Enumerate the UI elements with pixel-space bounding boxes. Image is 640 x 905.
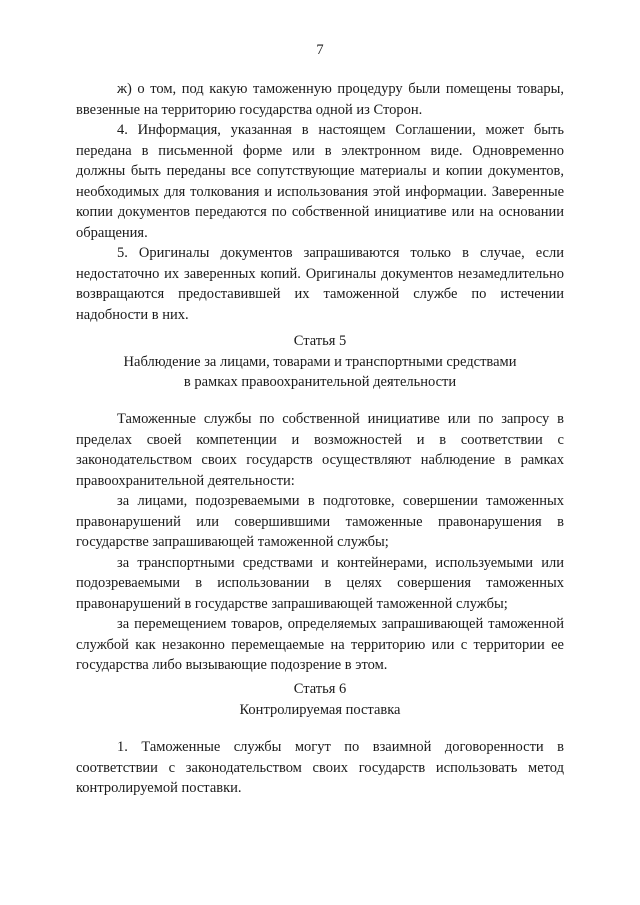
article5-title-line2: в рамках правоохранительной деятельности: [183, 374, 457, 390]
article5-paragraph-persons: за лицами, подозреваемыми в подготовке, совершении таможенных правонарушений или совершившими таможенные правонарушения в государстве запрашивающей таможенной службы;: [76, 493, 564, 550]
article5-body: [76, 409, 564, 676]
paragraph-5: 5. Оригиналы документов запрашиваются только в случае, если недостаточно их заверенных копий. Оригиналы документов незамедлительно возвращаются предоставившей их таможенной службе по истечении надобности в них.: [76, 245, 564, 323]
paragraph-4: 4. Информация, указанная в настоящем Соглашении, может быть передана в письменной форме или в электронном виде. Одновременно должны быть переданы все сопутствующие материалы и копии документов, необходимых для толкования и использования этой информации. Заверенные копии документов передаются по собственной инициативе или на основании обращения.: [76, 122, 564, 241]
article5-paragraph-intro: Таможенные службы по собственной инициативе или по запросу в пределах своей компетенции и возможностей и в соответствии с законодательством своих государств осуществляют наблюдение в рамках правоохранительной деятельности:: [76, 411, 564, 489]
article5-heading: [76, 331, 564, 393]
article6-title: Контролируемая поставка: [239, 701, 401, 718]
article6-body: [76, 737, 564, 799]
article5-title-line1: Наблюдение за лицами, товарами и транспортными средствами: [123, 353, 517, 370]
paragraphs-top-block: [76, 79, 564, 325]
page-number: 7: [316, 42, 324, 58]
article5-paragraph-vehicles: за транспортными средствами и контейнерами, используемыми или подозреваемыми в использовании в целях совершения таможенных правонарушений в государстве запрашивающей таможенной службы;: [76, 554, 564, 612]
article6-paragraph-1: 1. Таможенные службы могут по взаимной договоренности в соответствии с законодательством своих государств использовать метод контролируемой поставки.: [76, 739, 564, 796]
article6-number: Статья 6: [293, 681, 347, 697]
article5-number: Статья 5: [293, 333, 347, 349]
article6-heading: [76, 679, 564, 720]
article5-paragraph-goods: за перемещением товаров, определяемых запрашивающей таможенной службой как незаконно перемещаемые на территорию или с территории ее государства либо вызывающие подозрение в этом.: [76, 616, 564, 673]
paragraph-item-zh: ж) о том, под какую таможенную процедуру были помещены товары, ввезенные на территорию государства одной из Сторон.: [76, 81, 564, 118]
